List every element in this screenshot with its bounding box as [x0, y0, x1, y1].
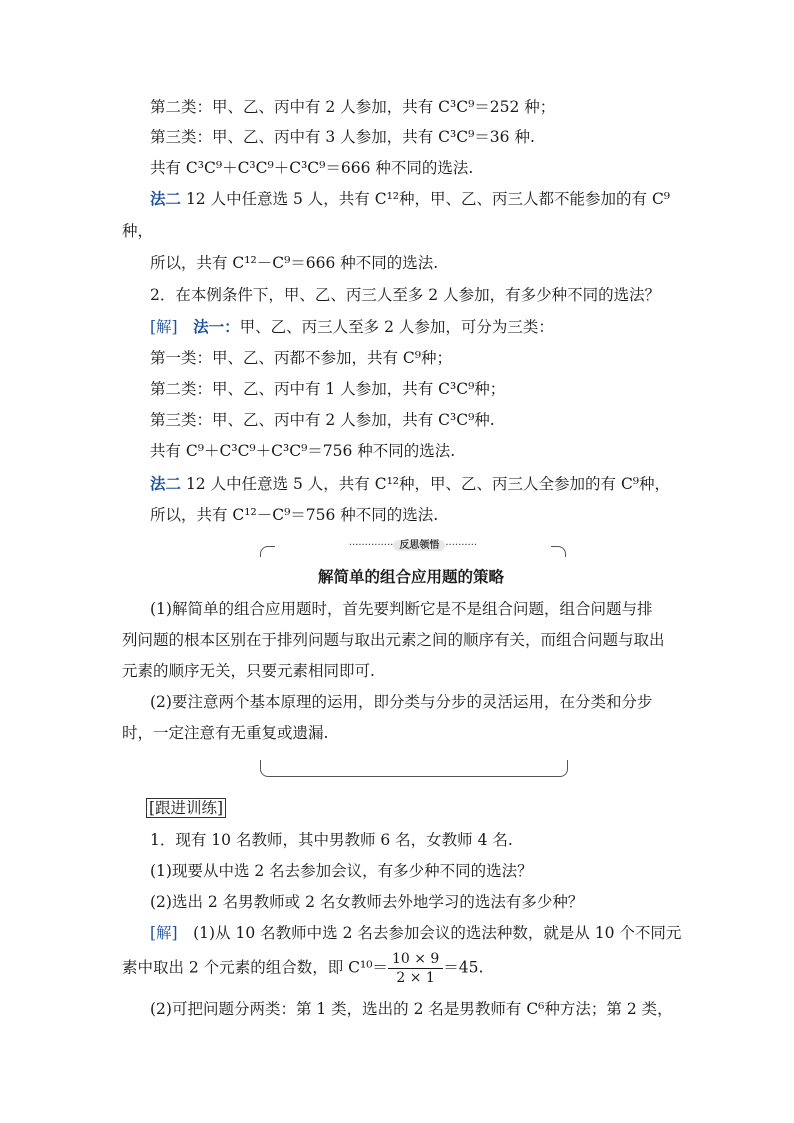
text-span: (1)从 10 名教师中选 2 名去参加会议的选法种数，就是从 10 个不同元 — [177, 924, 682, 942]
method-label: 法二 — [150, 189, 182, 208]
text-line: 所以，共有 C¹²－C⁹＝756 种不同的选法. — [150, 506, 439, 524]
method-label: 法二 — [150, 474, 182, 493]
text-line — [150, 473, 670, 495]
reflection-text: (2)要注意两个基本原理的运用，即分类与分步的灵活运用，在分类和分步 — [150, 693, 653, 711]
question-line: 1．现有 10 名教师，其中男教师 6 名，女教师 4 名. — [150, 831, 513, 849]
text-line: (2)可把问题分两类：第 1 类，选出的 2 名是男教师有 C⁶种方法；第 2 类， — [150, 1000, 673, 1018]
text-line: 素中取出 2 个元素的组合数，即 C¹⁰＝ $\frac{10 \times 9}{2 \times 1}$ ＝45. — [122, 951, 484, 986]
text-span: 12 人中任意选 5 人，共有 C¹²种，甲、乙、丙三人都不能参加的有 C⁹ — [181, 190, 671, 208]
practice-label: [跟进训练] — [146, 797, 226, 819]
solution-tag: [解] — [150, 318, 178, 336]
text-line: 第二类：甲、乙、丙中有 2 人参加，共有 C³C⁹＝252 种； — [150, 98, 556, 116]
text-line: 所以，共有 C¹²－C⁹＝666 种不同的选法. — [150, 254, 439, 272]
question-line: (2)选出 2 名男教师或 2 名女教师去外地学习的选法有多少种？ — [150, 893, 584, 911]
question-line: (1)现要从中选 2 名去参加会议，有多少种不同的选法？ — [150, 862, 533, 880]
text-line: 第三类：甲、乙、丙中有 3 人参加，共有 C³C⁹＝36 种. — [150, 128, 535, 146]
reflection-label: 反思领悟 — [393, 540, 445, 551]
reflection-text: 列问题的根本区别在于排列问题与取出元素之间的顺序有关，而组合问题与取出 — [122, 631, 665, 649]
text-span: 12 人中任意选 5 人，共有 C¹²种，甲、乙、丙三人全参加的有 C⁹种， — [181, 475, 671, 493]
text-line: 种， — [122, 222, 154, 240]
text-line: 第二类：甲、乙、丙中有 1 人参加，共有 C³C⁹种； — [150, 380, 506, 398]
method-label: 法一： — [193, 317, 240, 336]
reflection-text: 时，一定注意有无重复或遗漏. — [122, 724, 329, 742]
reflection-box-top: ·············· 反思领悟 ·········· — [260, 540, 566, 556]
reflection-text: 元素的顺序无关，只要元素相同即可. — [122, 662, 375, 680]
text-line — [150, 922, 681, 944]
reflection-text: (1)解简单的组合应用题时，首先要判断它是不是组合问题，组合问题与排 — [150, 600, 653, 618]
text-line — [150, 188, 670, 210]
question-line: 2．在本例条件下，甲、乙、丙三人至多 2 人参加，有多少种不同的选法？ — [150, 286, 661, 304]
reflection-box-bottom — [260, 760, 568, 777]
fraction: $\frac{10 \times 9}{2 \times 1}$ — [388, 950, 443, 987]
reflection-title: 解简单的组合应用题的策略 — [318, 567, 505, 586]
text-line — [150, 316, 554, 338]
text-line: 共有 C³C⁹＋C³C⁹＋C³C⁹＝666 种不同的选法. — [150, 159, 474, 177]
solution-tag: [解] — [150, 924, 178, 942]
text-line: 第一类：甲、乙、丙都不参加，共有 C⁹种； — [150, 349, 453, 367]
text-line: 第三类：甲、乙、丙中有 2 人参加，共有 C³C⁹种. — [150, 411, 495, 429]
text-span: 甲、乙、丙三人至多 2 人参加，可分为三类： — [239, 318, 554, 336]
text-line: 共有 C⁹＋C³C⁹＋C³C⁹＝756 种不同的选法. — [150, 442, 456, 460]
